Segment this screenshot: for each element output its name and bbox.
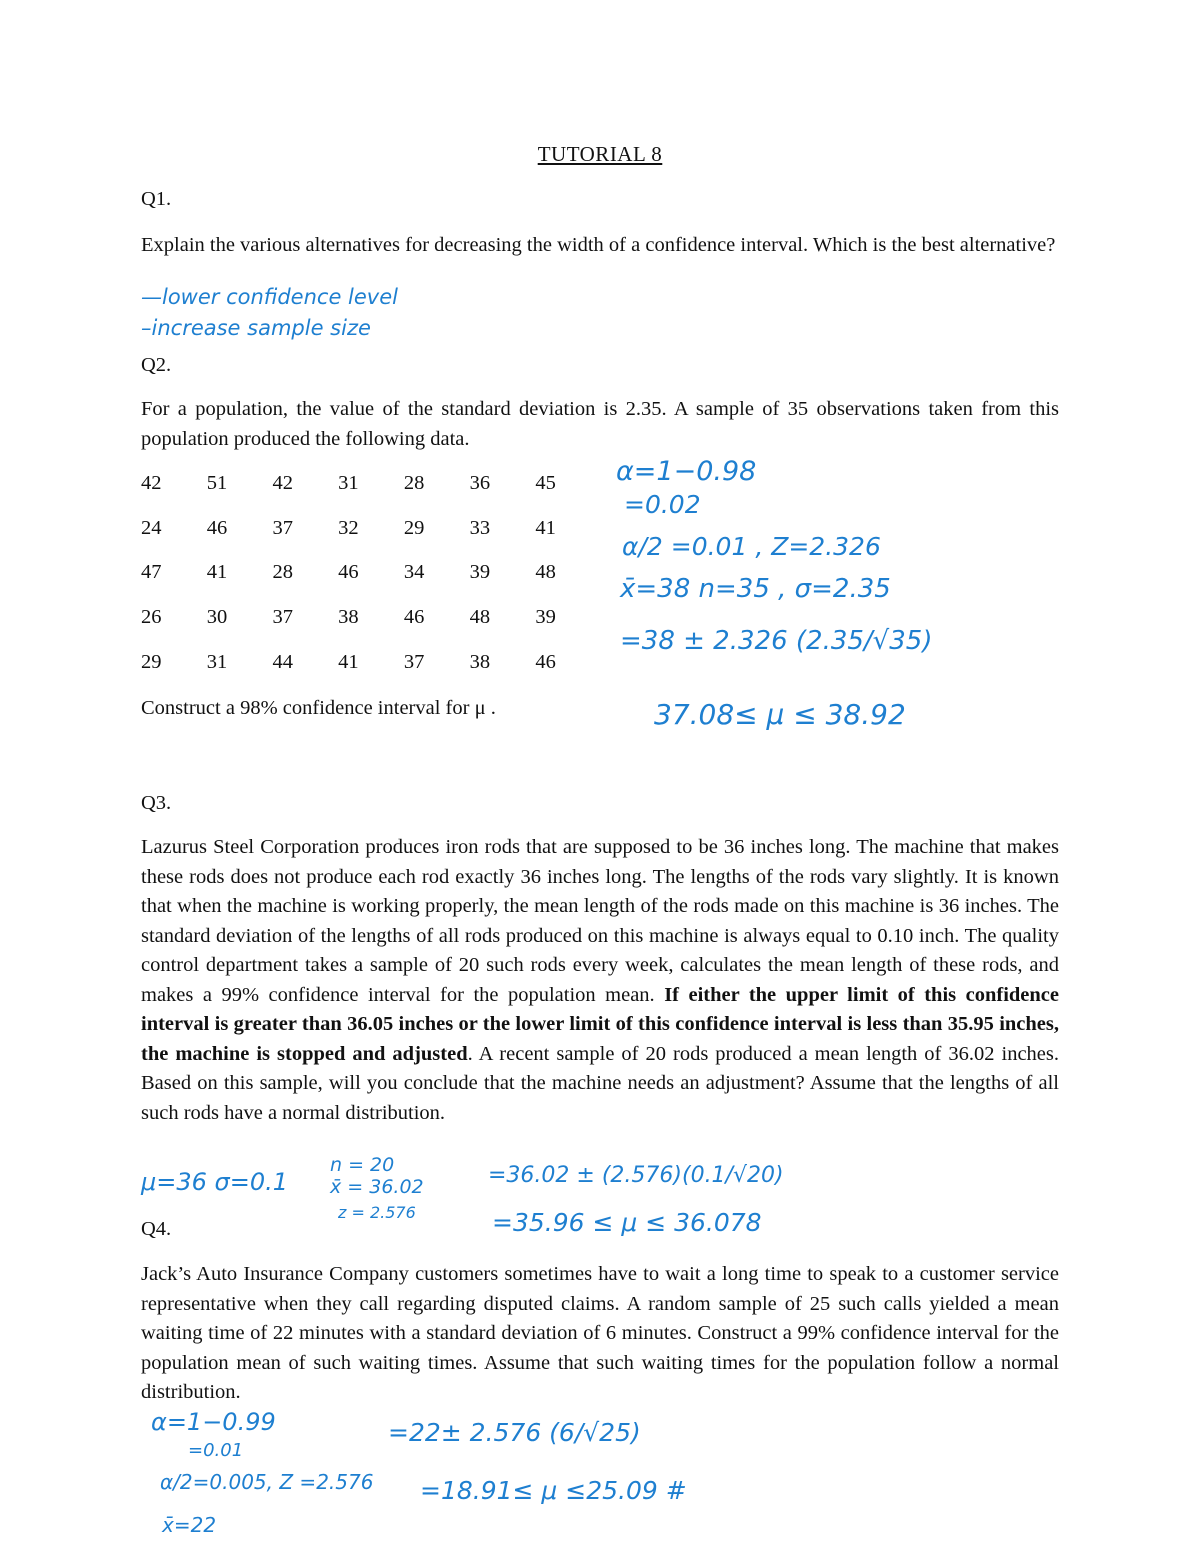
table-cell: 41 [206,561,228,583]
page-title: TUTORIAL 8 [537,142,663,166]
q3-answer-z: z = 2.576 [338,1203,416,1222]
table-cell: 29 [403,517,425,539]
q2-answer-alpha: α=1−0.98 [616,456,757,487]
table-cell: 31 [206,651,228,673]
q3-label: Q3. [141,792,172,814]
table-cell: 45 [535,472,556,494]
q2-answer-half-alpha: α/2 =0.01 , Z=2.326 [622,532,881,561]
q3-answer-n: n = 20 [330,1154,395,1176]
q3-answer-calc: =36.02 ± (2.576)(0.1/√20) [488,1163,784,1188]
table-cell: 32 [338,517,359,539]
table-cell: 28 [403,472,425,494]
q2-answer-params: x̄=38 n=35 , σ=2.35 [620,574,891,604]
q4-answer-alpha-value: =0.01 [188,1440,244,1461]
q4-answer-result: =18.91≤ μ ≤25.09 # [420,1476,687,1505]
q4-answer-alpha: α=1−0.99 [151,1408,276,1436]
table-cell: 46 [206,517,228,539]
table-cell: 41 [535,517,556,539]
table-cell: 24 [141,517,162,539]
table-cell: 37 [272,517,293,539]
table-cell: 46 [535,651,556,673]
q2-answer-formula: =38 ± 2.326 (2.35/√35) [620,626,933,656]
table-row [141,517,601,540]
q1-label: Q1. [141,188,172,210]
table-cell: 51 [206,472,228,494]
table-cell: 28 [272,561,293,583]
table-cell: 34 [403,561,425,583]
table-cell: 48 [469,606,491,628]
q3-text [141,833,1059,1128]
table-cell: 37 [403,651,425,673]
table-cell: 47 [141,561,162,583]
table-cell: 36 [469,472,491,494]
q3-answer-xbar: x̄ = 36.02 [330,1176,424,1198]
table-row [141,472,601,495]
table-cell: 33 [469,517,491,539]
table-cell: 31 [338,472,359,494]
q4-answer-calc: =22± 2.576 (6/√25) [388,1418,641,1447]
q3-text-intro: Lazurus Steel Corporation produces iron rods that are supposed to be 36 inches long. The machine that makes these rods does not produce each rod exactly 36 inches long. The lengths of the rods vary slightly. It is known that when the machine is working properly, the mean length of the rods made on this machine is 36 inches. The standard deviation of the lengths of all rods produced on this machine is always equal to 0.10 inch. The quality control department takes a sample of 20 such rods every week, calculates the mean length of these rods, and makes a 99% confidence interval for the population mean. [141,836,1059,1006]
table-cell: 29 [141,651,162,673]
q2-answer-alpha-value: =0.02 [624,490,701,519]
q2-text: For a population, the value of the standard deviation is 2.35. A sample of 35 observations taken from this population produced the following data. [141,398,1059,450]
table-cell: 37 [272,606,293,628]
q4-answer-half-alpha: α/2=0.005, Z =2.576 [160,1470,374,1494]
table-cell: 44 [272,651,293,673]
q2-label: Q2. [141,354,172,376]
q2-prompt: Construct a 98% confidence interval for μ . [141,697,496,719]
q3-text-bold: If either the upper limit of this confidence interval is greater than 36.05 inches or the lower limit of this confidence interval is less than 35.95 inches, the machine is stopped and adjusted [141,983,1059,1065]
table-row [141,561,601,584]
q2-answer-result: 37.08≤ μ ≤ 38.92 [654,698,906,731]
table-row [141,651,601,674]
table-cell: 39 [535,606,556,628]
table-row [141,606,601,629]
table-cell: 42 [141,472,162,494]
q4-label: Q4. [141,1218,172,1240]
q3-text-outro: . A recent sample of 20 rods produced a mean length of 36.02 inches. Based on this sample, will you conclude that the machine needs an adjustment? Assume that the lengths of all such rods have a normal distribution. [141,1042,1060,1124]
table-cell: 41 [338,651,359,673]
q1-answer-line-2: –increase sample size [141,316,371,340]
q1-answer-line-1: —lower confidence level [141,285,398,309]
table-cell: 26 [141,606,162,628]
table-cell: 46 [403,606,425,628]
table-cell: 39 [469,561,491,583]
table-cell: 48 [535,561,556,583]
table-cell: 38 [338,606,359,628]
q3-answer-mu-sigma: μ=36 σ=0.1 [141,1168,289,1196]
table-cell: 30 [206,606,228,628]
q3-answer-result: =35.96 ≤ μ ≤ 36.078 [492,1208,762,1237]
table-cell: 38 [469,651,491,673]
q4-answer-xbar: x̄=22 [162,1513,217,1537]
table-cell: 42 [272,472,293,494]
q1-text: Explain the various alternatives for decreasing the width of a confidence interval. Which is the best alternative? [141,234,1056,256]
q4-text: Jack’s Auto Insurance Company customers sometimes have to wait a long time to speak to a customer service representative when they call regarding disputed claims. A random sample of 25 such calls yielded a mean waiting time of 22 minutes with a standard deviation of 6 minutes. Construct a 99% confidence interval for the population mean of such waiting times. Assume that such waiting times for the population follow a normal distribution. [141,1263,1059,1403]
table-cell: 46 [338,561,359,583]
